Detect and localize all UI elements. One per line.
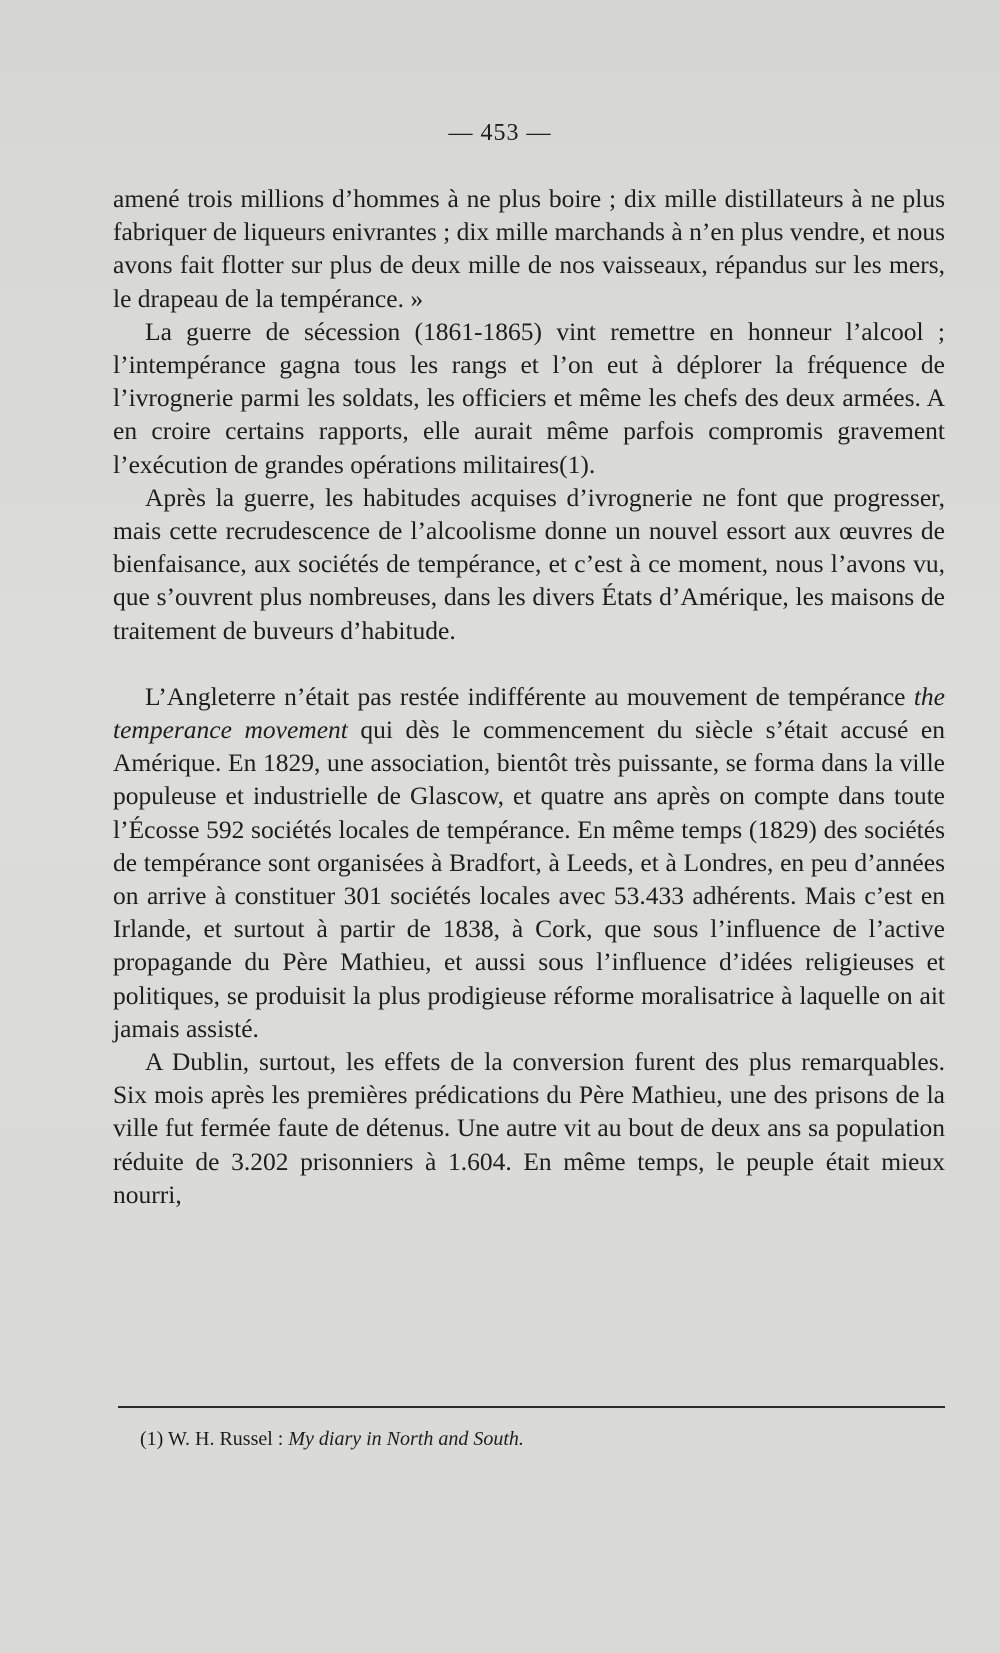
paragraph-civil-war: La guerre de sécession (1861-1865) vint remettre en honneur l’alcool ; l’intempérance gagna tous les rangs et l’on eut à déplorer la fréquence de l’ivrognerie parmi les soldats, les officiers et même les chefs des deux armées. A en croire certains rapports, elle aurait même parfois compromis gravement l’exécution de grandes opérations militaires(1). (113, 316, 945, 479)
paragraph-dublin: A Dublin, surtout, les effets de la conversion furent des plus remarquables. Six mois après les premières prédications du Père Mathieu, une des prisons de la ville fut fermée faute de détenus. Une autre vit au bout de deux ans sa population réduite de 3.202 prisonniers à 1.604. En même temps, le peuple était mieux nourri, (113, 1047, 945, 1209)
paragraph-after-war: Après la guerre, les habitudes acquises d’ivrognerie ne font que progresser, mais cette recrudescence de l’alcoolisme donne un nouvel essort aux œuvres de bienfaisance, aux sociétés de tempérance, et c’est à ce moment, nous l’avons vu, que s’ouvrent plus nombreuses, dans les divers États d’Amérique, les maisons de traitement de buveurs d’habitude. (113, 482, 945, 645)
body-text (113, 182, 945, 1211)
paragraph-england-start: L’Angleterre n’était pas restée indifférente au mouvement de tempérance (145, 681, 914, 711)
paragraph-england-rest: qui dès le commencement du siècle s’était accusé en Amérique. En 1829, une association, bientôt très puissante, se forma dans la ville populeuse et industrielle de Glascow, et quatre ans après on compte dans toute l’Écosse 592 sociétés locales de tempérance. En même temps (1829) des sociétés de tempérance sont organisées à Bradfort, à Leeds, et à Londres, en peu d’années on arrive à constituer 301 sociétés locales avec 53.433 adhérents. Mais c’est en Irlande, et surtout à partir de 1838, à Cork, que sous l’influence de l’active propagande du Père Mathieu, et aussi sous l’influence d’idées religieuses et politiques, se produisit la plus prodigieuse réforme moralisatrice à laquelle on ait jamais assisté. (113, 715, 945, 1043)
footnote-title: My diary in North and South. (288, 1428, 524, 1450)
paragraph-continuation: amené trois millions d’hommes à ne plus boire ; dix mille distillateurs à ne plus fabriquer de liqueurs enivrantes ; dix mille marchands à n’en plus vendre, et nous avons fait flotter sur plus de deux mille de nos vaisseaux, répandus sur les mers, le drapeau de la tempérance. » (113, 184, 945, 313)
italic-phrase: the temperance movement (113, 681, 945, 745)
page-number: — 453 — (448, 120, 552, 146)
paragraph-england (113, 680, 945, 1045)
footnote (140, 1426, 940, 1452)
footnote-divider (118, 1406, 945, 1408)
footnote-marker: (1) W. H. Russel : (140, 1428, 289, 1450)
